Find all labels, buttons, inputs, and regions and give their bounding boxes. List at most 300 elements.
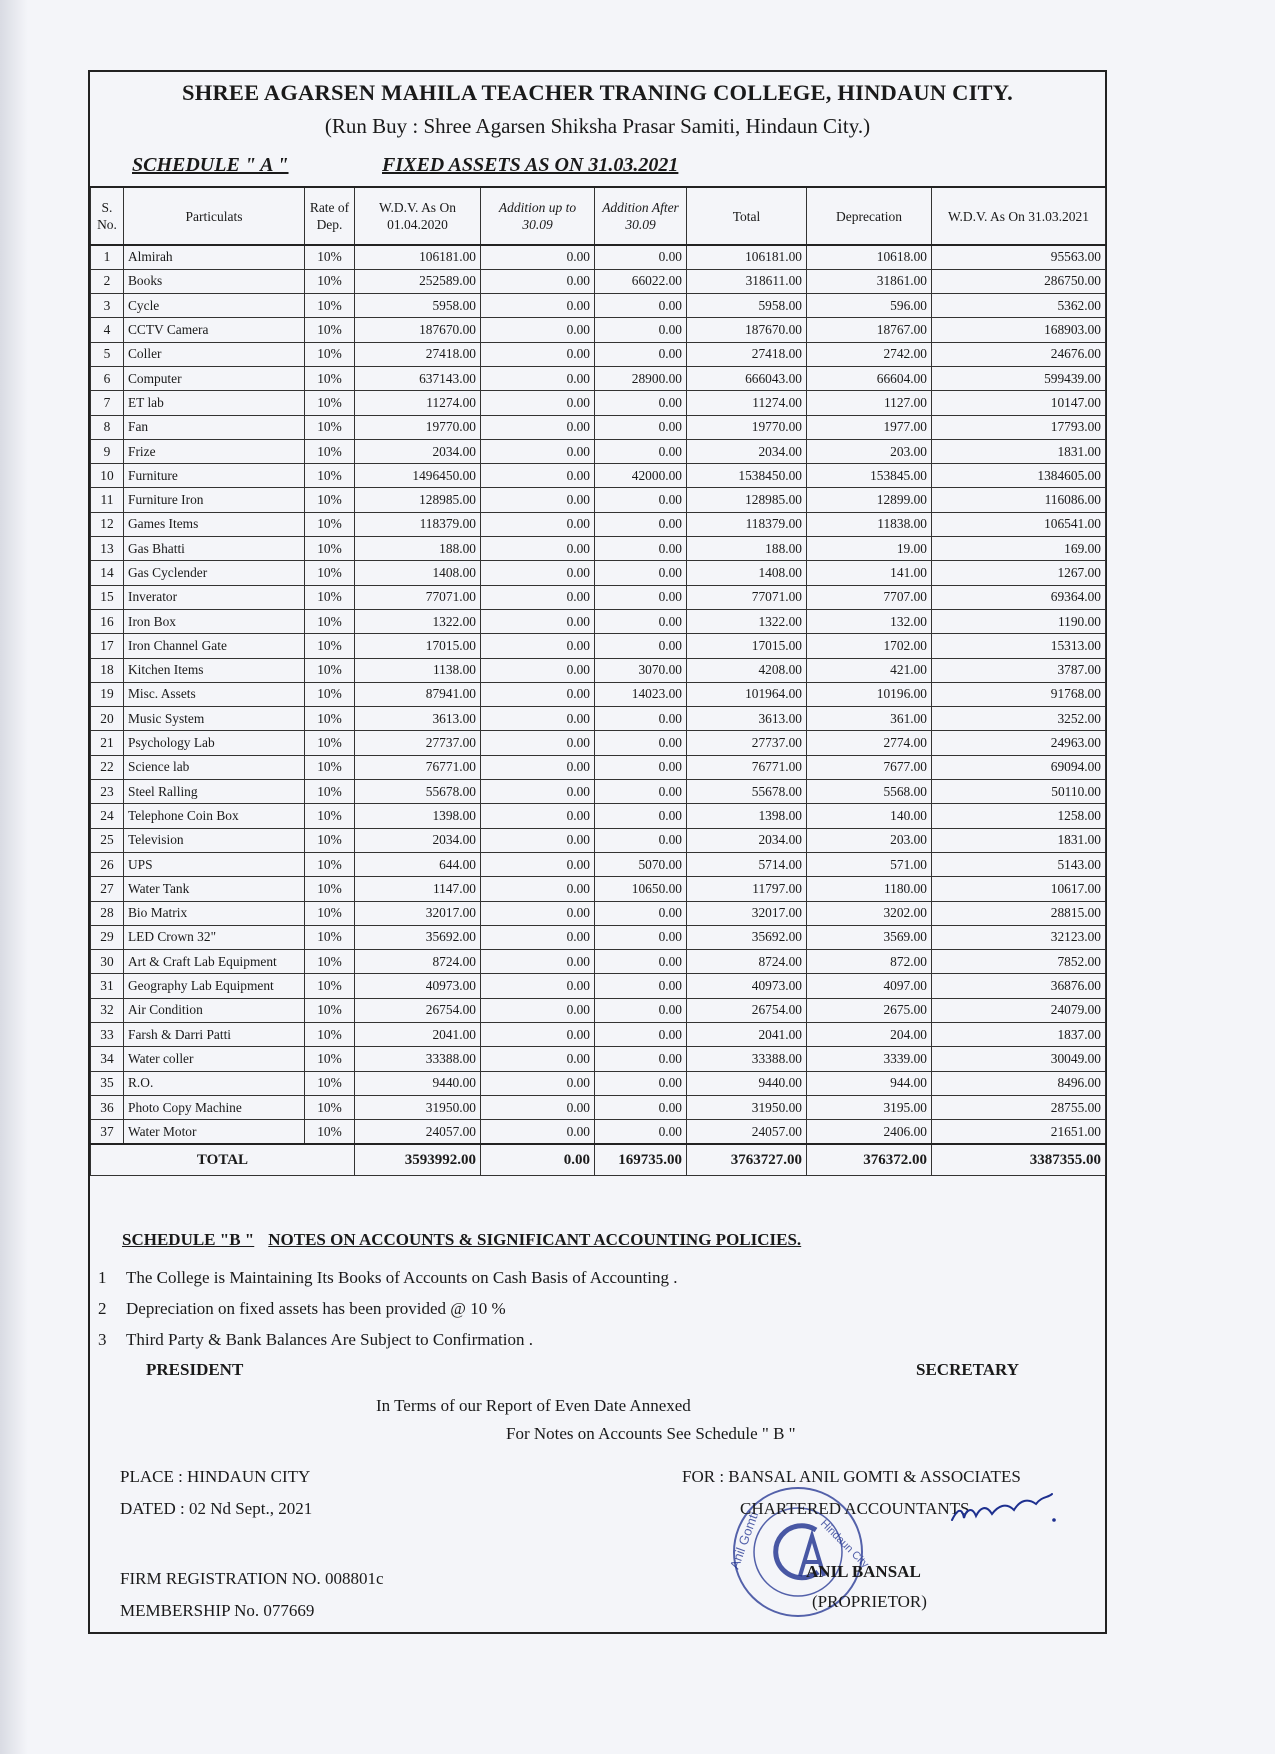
fixed-assets-table	[90, 186, 1106, 1176]
cell-particulars: Cycle	[124, 294, 305, 318]
cell-depreciation: 140.00	[807, 804, 932, 828]
cell-particulars: Steel Ralling	[124, 780, 305, 804]
cell-addition-upto: 0.00	[481, 1071, 595, 1095]
cell-sno: 12	[91, 512, 124, 536]
cell-wdv-open: 31950.00	[355, 1095, 481, 1119]
cell-rate: 10%	[305, 537, 355, 561]
cell-particulars: CCTV Camera	[124, 318, 305, 342]
cell-wdv-open: 8724.00	[355, 950, 481, 974]
cell-rate: 10%	[305, 585, 355, 609]
cell-particulars: Coller	[124, 342, 305, 366]
cell-addition-after: 66022.00	[595, 269, 687, 293]
table-row	[91, 391, 1106, 415]
cell-particulars: Geography Lab Equipment	[124, 974, 305, 998]
cell-addition-after: 14023.00	[595, 682, 687, 706]
table-row	[91, 342, 1106, 366]
schedule-a-title: FIXED ASSETS AS ON 31.03.2021	[382, 154, 679, 176]
cell-depreciation: 3339.00	[807, 1047, 932, 1071]
cell-depreciation: 4097.00	[807, 974, 932, 998]
cell-wdv-close: 24963.00	[932, 731, 1106, 755]
cell-particulars: Water Tank	[124, 877, 305, 901]
table-row	[91, 269, 1106, 293]
cell-rate: 10%	[305, 245, 355, 269]
cell-rate: 10%	[305, 901, 355, 925]
cell-rate: 10%	[305, 852, 355, 876]
cell-addition-after: 5070.00	[595, 852, 687, 876]
table-row	[91, 245, 1106, 269]
cell-total: 11797.00	[687, 877, 807, 901]
cell-particulars: Inverator	[124, 585, 305, 609]
cell-addition-after: 0.00	[595, 488, 687, 512]
cell-wdv-open: 252589.00	[355, 269, 481, 293]
cell-wdv-close: 69364.00	[932, 585, 1106, 609]
cell-rate: 10%	[305, 391, 355, 415]
cell-wdv-open: 1398.00	[355, 804, 481, 828]
cell-depreciation: 596.00	[807, 294, 932, 318]
cell-wdv-close: 1258.00	[932, 804, 1106, 828]
cell-rate: 10%	[305, 366, 355, 390]
cell-addition-after: 10650.00	[595, 877, 687, 901]
cell-sno: 6	[91, 366, 124, 390]
cell-addition-upto: 0.00	[481, 269, 595, 293]
cell-wdv-close: 7852.00	[932, 950, 1106, 974]
cell-depreciation: 571.00	[807, 852, 932, 876]
cell-addition-upto: 0.00	[481, 804, 595, 828]
cell-rate: 10%	[305, 1120, 355, 1144]
cell-depreciation: 153845.00	[807, 464, 932, 488]
cell-sno: 14	[91, 561, 124, 585]
cell-wdv-close: 36876.00	[932, 974, 1106, 998]
cell-total: 188.00	[687, 537, 807, 561]
col-header-addition-upto: Addition up to 30.09	[481, 187, 595, 245]
cell-depreciation: 204.00	[807, 1023, 932, 1047]
cell-rate: 10%	[305, 828, 355, 852]
schedule-b-label: SCHEDULE "B "	[122, 1230, 255, 1249]
cell-depreciation: 10618.00	[807, 245, 932, 269]
cell-wdv-open: 188.00	[355, 537, 481, 561]
cell-wdv-open: 55678.00	[355, 780, 481, 804]
cell-sno: 26	[91, 852, 124, 876]
note-text: The College is Maintaining Its Books of Accounts on Cash Basis of Accounting .	[126, 1267, 678, 1287]
cell-wdv-close: 1190.00	[932, 609, 1106, 633]
cell-sno: 11	[91, 488, 124, 512]
cell-sno: 36	[91, 1095, 124, 1119]
table-row	[91, 755, 1106, 779]
schedule-b-title: NOTES ON ACCOUNTS & SIGNIFICANT ACCOUNTING POLICIES.	[268, 1230, 802, 1249]
cell-particulars: UPS	[124, 852, 305, 876]
membership-number: MEMBERSHIP No. 077669	[120, 1601, 315, 1620]
cell-addition-after: 0.00	[595, 950, 687, 974]
cell-total: 5958.00	[687, 294, 807, 318]
total-addition-upto: 0.00	[481, 1144, 595, 1176]
cell-wdv-close: 1384605.00	[932, 464, 1106, 488]
cell-sno: 3	[91, 294, 124, 318]
table-row	[91, 488, 1106, 512]
notes-reference: For Notes on Accounts See Schedule " B "	[506, 1424, 796, 1443]
cell-total: 2034.00	[687, 439, 807, 463]
cell-rate: 10%	[305, 1071, 355, 1095]
total-wdv-open: 3593992.00	[355, 1144, 481, 1176]
cell-total: 187670.00	[687, 318, 807, 342]
cell-sno: 31	[91, 974, 124, 998]
cell-rate: 10%	[305, 1047, 355, 1071]
cell-wdv-open: 2034.00	[355, 439, 481, 463]
table-row	[91, 1095, 1106, 1119]
table-row	[91, 609, 1106, 633]
cell-wdv-open: 5958.00	[355, 294, 481, 318]
cell-particulars: Music System	[124, 707, 305, 731]
terms-text: In Terms of our Report of Even Date Annexed	[376, 1396, 691, 1415]
note-text: Depreciation on fixed assets has been provided @ 10 %	[126, 1298, 506, 1318]
cell-addition-upto: 0.00	[481, 925, 595, 949]
cell-wdv-open: 1408.00	[355, 561, 481, 585]
cell-depreciation: 132.00	[807, 609, 932, 633]
cell-wdv-close: 3787.00	[932, 658, 1106, 682]
cell-sno: 2	[91, 269, 124, 293]
cell-wdv-open: 187670.00	[355, 318, 481, 342]
cell-rate: 10%	[305, 512, 355, 536]
cell-addition-upto: 0.00	[481, 1120, 595, 1144]
secretary-label: SECRETARY	[916, 1360, 1019, 1379]
cell-particulars: Art & Craft Lab Equipment	[124, 950, 305, 974]
cell-total: 2041.00	[687, 1023, 807, 1047]
cell-total: 32017.00	[687, 901, 807, 925]
cell-wdv-close: 91768.00	[932, 682, 1106, 706]
cell-depreciation: 10196.00	[807, 682, 932, 706]
cell-total: 1322.00	[687, 609, 807, 633]
cell-addition-after: 0.00	[595, 901, 687, 925]
cell-addition-upto: 0.00	[481, 391, 595, 415]
cell-depreciation: 5568.00	[807, 780, 932, 804]
table-row	[91, 1023, 1106, 1047]
table-row	[91, 828, 1106, 852]
col-header-wdv-close: W.D.V. As On 31.03.2021	[932, 187, 1106, 245]
cell-particulars: Frize	[124, 439, 305, 463]
cell-wdv-open: 35692.00	[355, 925, 481, 949]
cell-rate: 10%	[305, 269, 355, 293]
cell-addition-after: 0.00	[595, 342, 687, 366]
cell-wdv-open: 76771.00	[355, 755, 481, 779]
note-text: Third Party & Bank Balances Are Subject to Confirmation .	[126, 1329, 533, 1349]
table-header-row	[91, 187, 1106, 245]
cell-rate: 10%	[305, 755, 355, 779]
cell-sno: 18	[91, 658, 124, 682]
table-row	[91, 780, 1106, 804]
cell-wdv-open: 9440.00	[355, 1071, 481, 1095]
table-row	[91, 852, 1106, 876]
cell-addition-after: 0.00	[595, 1047, 687, 1071]
cell-addition-after: 0.00	[595, 780, 687, 804]
cell-wdv-close: 28755.00	[932, 1095, 1106, 1119]
cell-rate: 10%	[305, 561, 355, 585]
cell-addition-after: 0.00	[595, 974, 687, 998]
cell-wdv-close: 3252.00	[932, 707, 1106, 731]
cell-total: 1408.00	[687, 561, 807, 585]
cell-addition-after: 0.00	[595, 391, 687, 415]
cell-total: 2034.00	[687, 828, 807, 852]
cell-depreciation: 7677.00	[807, 755, 932, 779]
table-row	[91, 1120, 1106, 1144]
cell-particulars: Farsh & Darri Patti	[124, 1023, 305, 1047]
cell-wdv-close: 106541.00	[932, 512, 1106, 536]
cell-addition-upto: 0.00	[481, 342, 595, 366]
col-header-total: Total	[687, 187, 807, 245]
cell-sno: 23	[91, 780, 124, 804]
cell-sno: 37	[91, 1120, 124, 1144]
cell-wdv-close: 1831.00	[932, 439, 1106, 463]
cell-sno: 24	[91, 804, 124, 828]
cell-depreciation: 203.00	[807, 439, 932, 463]
page-edge-shadow	[0, 0, 28, 1754]
cell-depreciation: 12899.00	[807, 488, 932, 512]
place-line: PLACE : HINDAUN CITY	[120, 1467, 311, 1486]
cell-wdv-open: 1138.00	[355, 658, 481, 682]
cell-wdv-open: 2034.00	[355, 828, 481, 852]
col-header-wdv-open: W.D.V. As On 01.04.2020	[355, 187, 481, 245]
table-row	[91, 585, 1106, 609]
cell-depreciation: 1127.00	[807, 391, 932, 415]
cell-wdv-close: 50110.00	[932, 780, 1106, 804]
cell-total: 17015.00	[687, 634, 807, 658]
cell-addition-after: 0.00	[595, 1071, 687, 1095]
cell-wdv-close: 286750.00	[932, 269, 1106, 293]
cell-depreciation: 2675.00	[807, 998, 932, 1022]
cell-wdv-close: 1267.00	[932, 561, 1106, 585]
cell-addition-upto: 0.00	[481, 658, 595, 682]
college-title: SHREE AGARSEN MAHILA TEACHER TRANING COLLEGE, HINDAUN CITY.	[182, 80, 1013, 105]
cell-sno: 21	[91, 731, 124, 755]
cell-rate: 10%	[305, 780, 355, 804]
cell-rate: 10%	[305, 925, 355, 949]
cell-wdv-open: 644.00	[355, 852, 481, 876]
cell-total: 101964.00	[687, 682, 807, 706]
cell-depreciation: 141.00	[807, 561, 932, 585]
dated-line: DATED : 02 Nd Sept., 2021	[120, 1499, 313, 1518]
cell-sno: 16	[91, 609, 124, 633]
document-frame	[88, 70, 1107, 1634]
cell-wdv-close: 32123.00	[932, 925, 1106, 949]
col-header-particulars: Particulats	[124, 187, 305, 245]
cell-wdv-close: 24676.00	[932, 342, 1106, 366]
table-row	[91, 998, 1106, 1022]
cell-depreciation: 1977.00	[807, 415, 932, 439]
cell-wdv-open: 40973.00	[355, 974, 481, 998]
cell-total: 666043.00	[687, 366, 807, 390]
cell-particulars: Bio Matrix	[124, 901, 305, 925]
cell-depreciation: 2774.00	[807, 731, 932, 755]
partner-name: ANIL BANSAL	[806, 1562, 921, 1581]
cell-wdv-close: 10617.00	[932, 877, 1106, 901]
cell-sno: 15	[91, 585, 124, 609]
cell-addition-upto: 0.00	[481, 998, 595, 1022]
cell-wdv-open: 2041.00	[355, 1023, 481, 1047]
cell-addition-upto: 0.00	[481, 294, 595, 318]
cell-total: 4208.00	[687, 658, 807, 682]
cell-wdv-open: 27737.00	[355, 731, 481, 755]
proprietor-label: (PROPRIETOR)	[812, 1592, 927, 1611]
cell-total: 128985.00	[687, 488, 807, 512]
cell-depreciation: 872.00	[807, 950, 932, 974]
cell-total: 106181.00	[687, 245, 807, 269]
cell-particulars: Water coller	[124, 1047, 305, 1071]
table-row	[91, 804, 1106, 828]
cell-rate: 10%	[305, 974, 355, 998]
table-row	[91, 658, 1106, 682]
cell-particulars: Gas Cyclender	[124, 561, 305, 585]
cell-wdv-close: 95563.00	[932, 245, 1106, 269]
cell-particulars: Water Motor	[124, 1120, 305, 1144]
table-row	[91, 464, 1106, 488]
cell-total: 19770.00	[687, 415, 807, 439]
col-header-sno: S. No.	[91, 187, 124, 245]
table-row	[91, 950, 1106, 974]
cell-wdv-open: 87941.00	[355, 682, 481, 706]
cell-rate: 10%	[305, 464, 355, 488]
cell-sno: 7	[91, 391, 124, 415]
cell-rate: 10%	[305, 1095, 355, 1119]
cell-wdv-open: 11274.00	[355, 391, 481, 415]
cell-rate: 10%	[305, 634, 355, 658]
cell-wdv-close: 8496.00	[932, 1071, 1106, 1095]
cell-addition-upto: 0.00	[481, 828, 595, 852]
cell-particulars: ET lab	[124, 391, 305, 415]
cell-sno: 25	[91, 828, 124, 852]
cell-addition-after: 0.00	[595, 318, 687, 342]
table-row	[91, 415, 1106, 439]
cell-particulars: Kitchen Items	[124, 658, 305, 682]
cell-rate: 10%	[305, 877, 355, 901]
col-header-addition-after: Addition After 30.09	[595, 187, 687, 245]
table-row	[91, 634, 1106, 658]
college-subtitle: (Run Buy : Shree Agarsen Shiksha Prasar Samiti, Hindaun City.)	[324, 114, 871, 138]
cell-wdv-open: 3613.00	[355, 707, 481, 731]
cell-particulars: Telephone Coin Box	[124, 804, 305, 828]
notes-list	[98, 1262, 678, 1355]
cell-depreciation: 7707.00	[807, 585, 932, 609]
cell-particulars: Fan	[124, 415, 305, 439]
cell-depreciation: 19.00	[807, 537, 932, 561]
total-row	[91, 1144, 1106, 1176]
cell-addition-after: 0.00	[595, 707, 687, 731]
cell-wdv-close: 15313.00	[932, 634, 1106, 658]
cell-addition-after: 0.00	[595, 561, 687, 585]
cell-addition-upto: 0.00	[481, 974, 595, 998]
cell-addition-after: 0.00	[595, 828, 687, 852]
cell-sno: 1	[91, 245, 124, 269]
cell-wdv-close: 168903.00	[932, 318, 1106, 342]
cell-total: 27418.00	[687, 342, 807, 366]
cell-depreciation: 944.00	[807, 1071, 932, 1095]
cell-addition-upto: 0.00	[481, 877, 595, 901]
schedule-b-heading	[122, 1230, 801, 1250]
cell-sno: 5	[91, 342, 124, 366]
cell-addition-upto: 0.00	[481, 561, 595, 585]
table-row	[91, 682, 1106, 706]
cell-sno: 4	[91, 318, 124, 342]
cell-rate: 10%	[305, 415, 355, 439]
cell-total: 26754.00	[687, 998, 807, 1022]
svg-text:Anil Gomti: Anil Gomti	[726, 1509, 762, 1572]
cell-addition-upto: 0.00	[481, 731, 595, 755]
note-item	[98, 1324, 678, 1355]
table-row	[91, 439, 1106, 463]
cell-addition-upto: 0.00	[481, 415, 595, 439]
cell-addition-upto: 0.00	[481, 634, 595, 658]
cell-addition-after: 0.00	[595, 294, 687, 318]
cell-sno: 33	[91, 1023, 124, 1047]
total-addition-after: 169735.00	[595, 1144, 687, 1176]
cell-total: 55678.00	[687, 780, 807, 804]
cell-total: 1538450.00	[687, 464, 807, 488]
cell-total: 35692.00	[687, 925, 807, 949]
cell-addition-after: 0.00	[595, 245, 687, 269]
table-row	[91, 925, 1106, 949]
table-row	[91, 901, 1106, 925]
cell-sno: 30	[91, 950, 124, 974]
cell-rate: 10%	[305, 609, 355, 633]
cell-rate: 10%	[305, 1023, 355, 1047]
table-row	[91, 294, 1106, 318]
cell-wdv-close: 17793.00	[932, 415, 1106, 439]
cell-sno: 29	[91, 925, 124, 949]
cell-rate: 10%	[305, 342, 355, 366]
cell-sno: 17	[91, 634, 124, 658]
cell-addition-upto: 0.00	[481, 707, 595, 731]
cell-rate: 10%	[305, 658, 355, 682]
cell-sno: 8	[91, 415, 124, 439]
cell-sno: 22	[91, 755, 124, 779]
table-row	[91, 512, 1106, 536]
cell-particulars: Misc. Assets	[124, 682, 305, 706]
cell-wdv-open: 118379.00	[355, 512, 481, 536]
cell-particulars: Photo Copy Machine	[124, 1095, 305, 1119]
asset-rows	[91, 245, 1106, 1144]
table-row	[91, 707, 1106, 731]
cell-sno: 27	[91, 877, 124, 901]
cell-particulars: Computer	[124, 366, 305, 390]
cell-sno: 10	[91, 464, 124, 488]
cell-wdv-open: 1496450.00	[355, 464, 481, 488]
cell-addition-upto: 0.00	[481, 537, 595, 561]
cell-particulars: Gas Bhatti	[124, 537, 305, 561]
cell-addition-after: 0.00	[595, 998, 687, 1022]
cell-addition-upto: 0.00	[481, 585, 595, 609]
cell-addition-after: 0.00	[595, 1095, 687, 1119]
cell-total: 33388.00	[687, 1047, 807, 1071]
total-depreciation: 376372.00	[807, 1144, 932, 1176]
cell-depreciation: 31861.00	[807, 269, 932, 293]
cell-total: 3613.00	[687, 707, 807, 731]
president-label: PRESIDENT	[146, 1360, 244, 1379]
cell-addition-upto: 0.00	[481, 464, 595, 488]
cell-depreciation: 2406.00	[807, 1120, 932, 1144]
cell-addition-after: 0.00	[595, 755, 687, 779]
cell-particulars: Air Condition	[124, 998, 305, 1022]
cell-addition-upto: 0.00	[481, 609, 595, 633]
cell-total: 5714.00	[687, 852, 807, 876]
cell-sno: 35	[91, 1071, 124, 1095]
cell-wdv-close: 21651.00	[932, 1120, 1106, 1144]
cell-wdv-close: 5362.00	[932, 294, 1106, 318]
note-number: 2	[98, 1298, 107, 1318]
cell-depreciation: 3202.00	[807, 901, 932, 925]
cell-wdv-open: 1322.00	[355, 609, 481, 633]
cell-depreciation: 11838.00	[807, 512, 932, 536]
cell-wdv-open: 24057.00	[355, 1120, 481, 1144]
cell-addition-after: 0.00	[595, 634, 687, 658]
cell-total: 11274.00	[687, 391, 807, 415]
cell-wdv-close: 10147.00	[932, 391, 1106, 415]
